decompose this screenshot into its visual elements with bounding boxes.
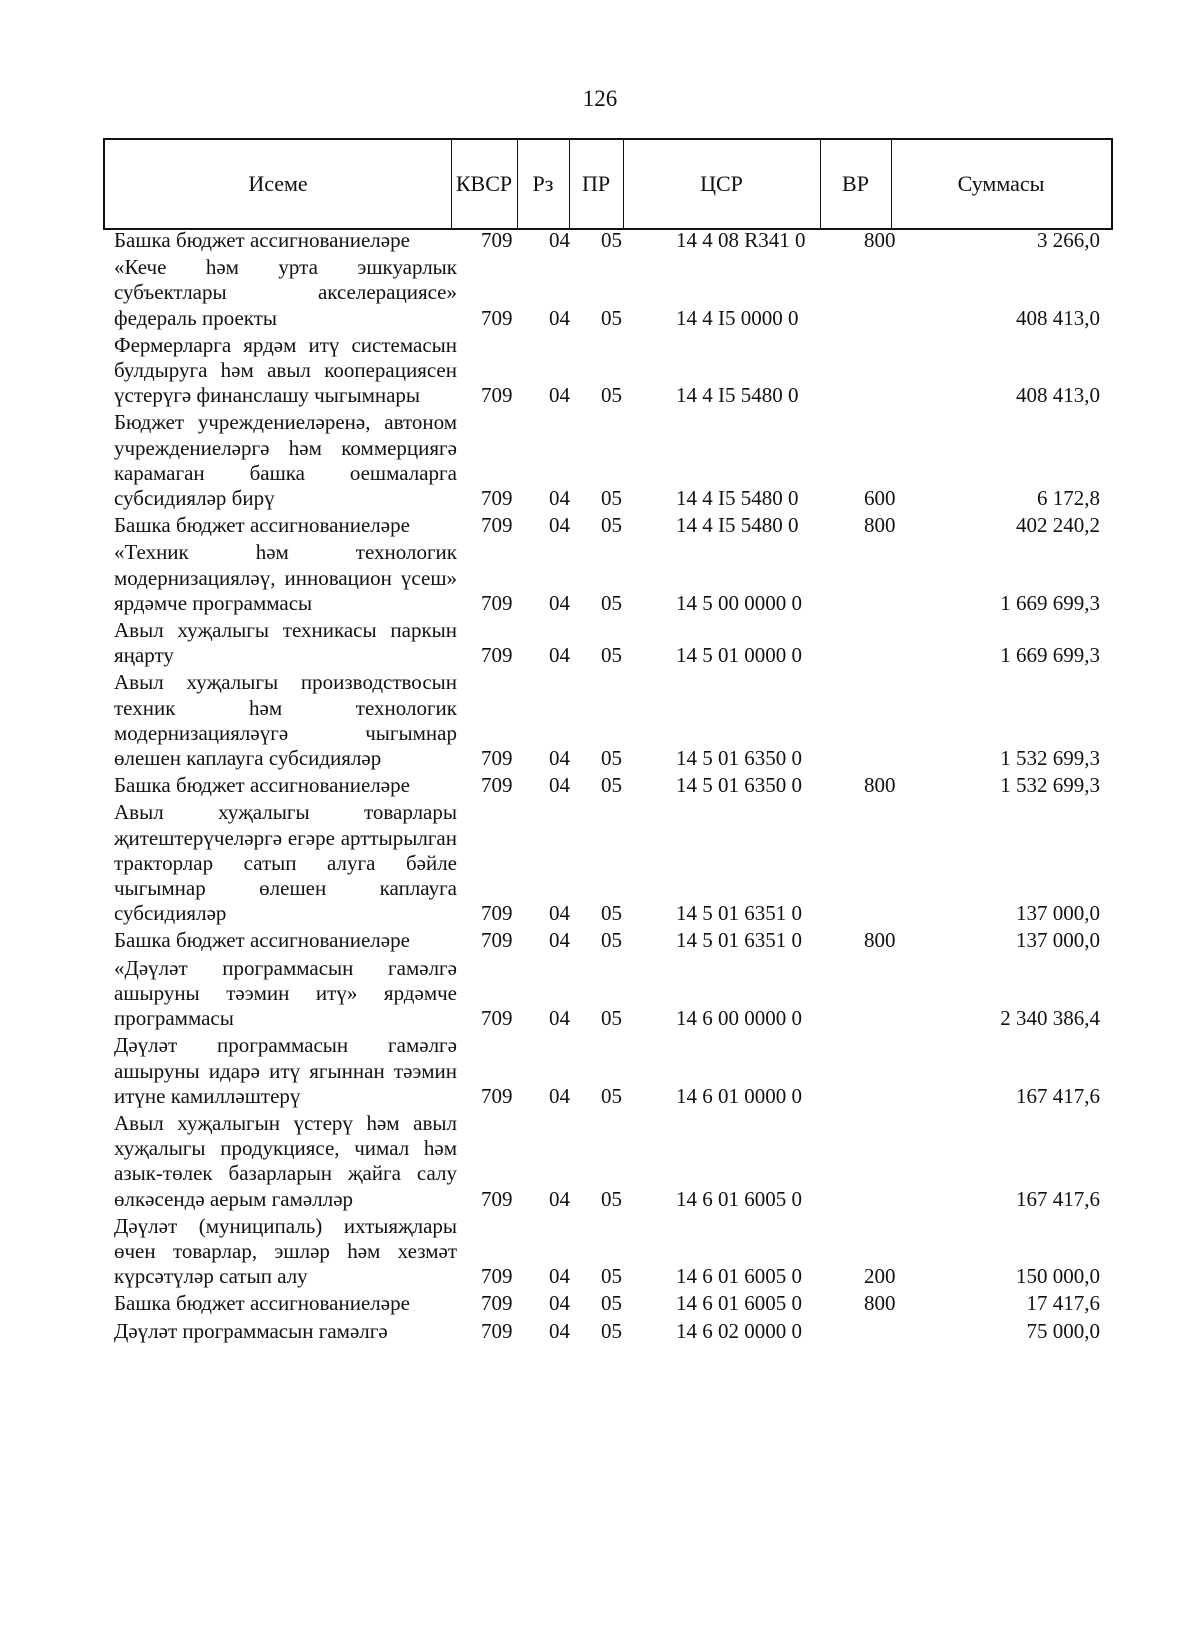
cell-rz: 04 <box>549 513 570 538</box>
cell-sum: 408 413,0 <box>1016 383 1100 408</box>
cell-sum: 1 669 699,3 <box>1000 590 1100 615</box>
cell-kvsr: 709 <box>481 773 513 798</box>
cell-pr: 05 <box>601 773 622 798</box>
table-row <box>0 773 1200 798</box>
table-row <box>0 540 1200 616</box>
cell-name: «Техник һәм технологик модернизацияләү, инновацион үсеш» ярдәмче программасы <box>114 540 457 615</box>
cell-csr: 14 6 00 0000 0 <box>676 1006 802 1031</box>
cell-kvsr: 709 <box>481 746 513 771</box>
table-row <box>0 1033 1200 1109</box>
cell-kvsr: 709 <box>481 1083 513 1108</box>
cell-rz: 04 <box>549 1083 570 1108</box>
table-row <box>0 1319 1200 1344</box>
cell-pr: 05 <box>601 1264 622 1289</box>
cell-pr: 05 <box>601 1083 622 1108</box>
cell-kvsr: 709 <box>481 305 513 330</box>
cell-rz: 04 <box>549 643 570 668</box>
cell-vr: 600 <box>864 486 896 511</box>
header-name: Исеме <box>248 171 308 196</box>
cell-rz: 04 <box>549 1186 570 1211</box>
cell-name: Авыл хуҗалыгы техникасы паркын яңарту <box>114 618 457 668</box>
cell-sum: 75 000,0 <box>1026 1318 1100 1343</box>
cell-name: Башка бюджет ассигнованиеләре <box>114 1291 410 1316</box>
cell-csr: 14 6 01 6005 0 <box>676 1291 802 1316</box>
cell-pr: 05 <box>601 383 622 408</box>
table-header <box>103 138 1113 230</box>
table-row <box>0 255 1200 331</box>
cell-name: Дәүләт (муниципаль) ихтыяҗлары өчен товарлар, эшләр һәм хезмәт күрсәтүләр сатып алу <box>114 1213 457 1289</box>
cell-kvsr: 709 <box>481 1318 513 1343</box>
cell-sum: 17 417,6 <box>1026 1291 1100 1316</box>
header-csr: ЦСР <box>700 171 743 196</box>
cell-name: Фермерларга ярдәм итү системасын булдыруга һәм авыл кооперациясен үстерүгә финанслашу чыгымнары <box>114 332 457 408</box>
cell-pr: 05 <box>601 305 622 330</box>
header-pr: ПР <box>581 171 611 196</box>
cell-sum: 408 413,0 <box>1016 305 1100 330</box>
cell-pr: 05 <box>601 1186 622 1211</box>
table-row <box>0 928 1200 953</box>
cell-pr: 05 <box>601 901 622 926</box>
cell-rz: 04 <box>549 590 570 615</box>
cell-rz: 04 <box>549 1291 570 1316</box>
cell-csr: 14 4 I5 5480 0 <box>676 383 799 408</box>
cell-pr: 05 <box>601 643 622 668</box>
cell-csr: 14 5 01 6351 0 <box>676 901 802 926</box>
cell-rz: 04 <box>549 383 570 408</box>
cell-kvsr: 709 <box>481 513 513 538</box>
cell-pr: 05 <box>601 1006 622 1031</box>
cell-csr: 14 4 I5 5480 0 <box>676 486 799 511</box>
cell-kvsr: 709 <box>481 1186 513 1211</box>
cell-rz: 04 <box>549 1318 570 1343</box>
cell-vr: 800 <box>864 1291 896 1316</box>
cell-sum: 1 532 699,3 <box>1000 773 1100 798</box>
cell-vr: 800 <box>864 228 896 252</box>
cell-kvsr: 709 <box>481 901 513 926</box>
cell-vr: 200 <box>864 1264 896 1289</box>
cell-name: Дәүләт программасын гамәлгә ашыруны идарә итү ягыннан тәэмин итүне камилләштерү <box>114 1033 457 1108</box>
cell-sum: 6 172,8 <box>1037 486 1100 511</box>
table-row <box>0 1111 1200 1212</box>
cell-name: «Кече һәм урта эшкуарлык субъектлары акселерациясе» федераль проекты <box>114 255 457 330</box>
cell-name: Авыл хуҗалыгын үстерү һәм авыл хуҗалыгы продукциясе, чимал һәм азык-төлек базарларын җайга салу өлкәсендә аерым гамәлләр <box>114 1110 457 1211</box>
cell-rz: 04 <box>549 486 570 511</box>
table-row <box>0 228 1200 253</box>
header-sum: Суммасы <box>957 171 1045 196</box>
cell-csr: 14 4 08 R341 0 <box>676 228 806 252</box>
cell-pr: 05 <box>601 928 622 953</box>
cell-csr: 14 5 00 0000 0 <box>676 590 802 615</box>
cell-name: Башка бюджет ассигнованиеләре <box>114 228 410 252</box>
table-row <box>0 410 1200 511</box>
table-row <box>0 800 1200 926</box>
cell-rz: 04 <box>549 773 570 798</box>
cell-csr: 14 4 I5 5480 0 <box>676 513 799 538</box>
cell-pr: 05 <box>601 746 622 771</box>
cell-csr: 14 5 01 6350 0 <box>676 773 802 798</box>
cell-kvsr: 709 <box>481 1291 513 1316</box>
cell-sum: 1 669 699,3 <box>1000 643 1100 668</box>
table-row <box>0 1291 1200 1316</box>
cell-rz: 04 <box>549 746 570 771</box>
table-row <box>0 1214 1200 1290</box>
cell-csr: 14 6 01 0000 0 <box>676 1083 802 1108</box>
cell-vr: 800 <box>864 928 896 953</box>
cell-pr: 05 <box>601 1291 622 1316</box>
cell-kvsr: 709 <box>481 228 513 252</box>
cell-kvsr: 709 <box>481 383 513 408</box>
cell-name: Башка бюджет ассигнованиеләре <box>114 773 410 798</box>
cell-csr: 14 5 01 0000 0 <box>676 643 802 668</box>
cell-rz: 04 <box>549 228 570 252</box>
cell-kvsr: 709 <box>481 928 513 953</box>
cell-vr: 800 <box>864 513 896 538</box>
cell-pr: 05 <box>601 590 622 615</box>
cell-kvsr: 709 <box>481 590 513 615</box>
header-kvsr: КВСР <box>455 171 513 196</box>
cell-name: «Дәүләт программасын гамәлгә ашыруны тәэмин итү» ярдәмче программасы <box>114 955 457 1031</box>
cell-rz: 04 <box>549 1006 570 1031</box>
cell-name: Авыл хуҗалыгы товарлары җитештерүчеләргә егәре арттырылган тракторлар сатып алуга бәйле чыгымнар өлешен каплауга субсидияләр <box>114 800 457 926</box>
table-body <box>0 228 1200 1346</box>
cell-kvsr: 709 <box>481 1264 513 1289</box>
cell-kvsr: 709 <box>481 643 513 668</box>
cell-sum: 167 417,6 <box>1016 1083 1100 1108</box>
cell-csr: 14 4 I5 0000 0 <box>676 305 799 330</box>
cell-rz: 04 <box>549 901 570 926</box>
cell-sum: 137 000,0 <box>1016 928 1100 953</box>
cell-name: Авыл хуҗалыгы производствосын техник һәм технологик модернизацияләүгә чыгымнар өлешен каплауга субсидияләр <box>114 670 457 771</box>
cell-sum: 402 240,2 <box>1016 513 1100 538</box>
table-row <box>0 670 1200 771</box>
cell-kvsr: 709 <box>481 1006 513 1031</box>
cell-csr: 14 5 01 6351 0 <box>676 928 802 953</box>
cell-vr: 800 <box>864 773 896 798</box>
cell-sum: 2 340 386,4 <box>1000 1006 1100 1031</box>
cell-pr: 05 <box>601 1318 622 1343</box>
table-row <box>0 956 1200 1032</box>
cell-pr: 05 <box>601 486 622 511</box>
table-row <box>0 618 1200 668</box>
cell-csr: 14 6 01 6005 0 <box>676 1186 802 1211</box>
header-rz: Рз <box>532 171 554 196</box>
cell-csr: 14 6 01 6005 0 <box>676 1264 802 1289</box>
table-row <box>0 333 1200 409</box>
header-vr: ВР <box>842 171 869 196</box>
cell-sum: 167 417,6 <box>1016 1186 1100 1211</box>
cell-sum: 3 266,0 <box>1037 228 1100 252</box>
cell-rz: 04 <box>549 305 570 330</box>
cell-sum: 150 000,0 <box>1016 1264 1100 1289</box>
cell-pr: 05 <box>601 228 622 252</box>
cell-csr: 14 5 01 6350 0 <box>676 746 802 771</box>
cell-rz: 04 <box>549 1264 570 1289</box>
page-number: 126 <box>582 86 618 111</box>
cell-sum: 1 532 699,3 <box>1000 746 1100 771</box>
cell-name: Дәүләт программасын гамәлгә <box>114 1318 388 1343</box>
cell-kvsr: 709 <box>481 486 513 511</box>
cell-name: Бюджет учреждениеләренә, автоном учреждениеләргә һәм коммерциягә карамаган башка оешмаларга субсидияләр бирү <box>114 410 457 511</box>
cell-sum: 137 000,0 <box>1016 901 1100 926</box>
cell-name: Башка бюджет ассигнованиеләре <box>114 513 410 538</box>
table-row <box>0 513 1200 538</box>
cell-rz: 04 <box>549 928 570 953</box>
cell-pr: 05 <box>601 513 622 538</box>
cell-csr: 14 6 02 0000 0 <box>676 1318 802 1343</box>
cell-name: Башка бюджет ассигнованиеләре <box>114 928 410 953</box>
